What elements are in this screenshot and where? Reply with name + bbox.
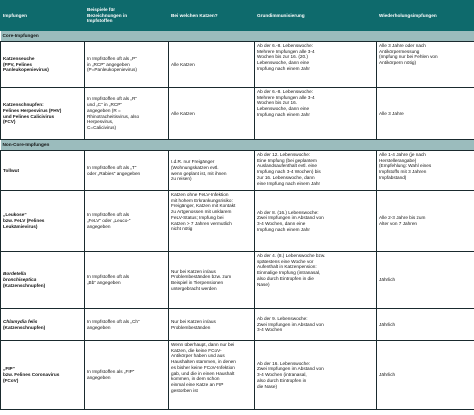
table-row [1, 42, 474, 88]
table-row [1, 88, 474, 140]
table-row [1, 191, 474, 252]
vaccine-which-cats: Nur bei Katzen in/aus Problembeständen [169, 309, 255, 341]
header-row [1, 1, 474, 31]
vaccine-which-cats: Alle Katzen [169, 42, 255, 88]
vaccine-basic-immunization: Ab der 6.-8. Lebenswoche: Mehrere Impfungen alle 3-4 Wochen bis zur 16. (20.) Lebenswoche, dann eine Impfung nach einem Jahr [255, 42, 377, 88]
vaccine-name: Chlamydia felis (Katzenschnupfen) [1, 309, 85, 341]
header-vaccinations: Impfungen [1, 1, 85, 31]
vaccine-examples: In Impfstoffen oft als „Bb“ angegeben [85, 252, 169, 309]
vaccine-which-cats: Alle Katzen [169, 88, 255, 140]
vaccine-examples: In Impfstoffen oft als „T“ oder „Rabies“ angegeben [85, 151, 169, 191]
vaccine-name: Tollwut [1, 151, 85, 191]
section-core-row [1, 31, 474, 42]
vaccine-examples: In Impfstoffen oft als „Ch“ angegeben [85, 309, 169, 341]
vaccine-examples: In Impfstoffen oft als „FeLV“ oder „Leuco-“ angegeben [85, 191, 169, 252]
vaccine-booster: Alle 3 Jahre oder nach Antikörpermessung (Impfung nur bei Fehlen von Antikörpern nötig) [377, 42, 474, 88]
vaccine-booster: Jährlich [377, 309, 474, 341]
table-row [1, 252, 474, 309]
vaccine-name: Katzenseuche (FPV, Felines Panleukopenievirus) [1, 42, 85, 88]
header-basic-immunization: Grundimmunisierung [255, 1, 377, 31]
section-noncore-row [1, 140, 474, 151]
vaccine-basic-immunization: Ab der 12. Lebenswoche: Eine Impfung (bei geplantem Auslandsaufenthalt evtl. eine Impfung nach 3-4 Wochen) bis zur 16. Lebenswoche, dann eine Impfung nach einem Jahr [255, 151, 377, 191]
vaccine-booster: Jährlich [377, 252, 474, 309]
vaccine-basic-immunization: Ab der 4. (8.) Lebenswoche bzw. spätestens eine Woche vor Aufenthalt in Katzenpension: Einmalige Impfung (intranasal, also durch Eintropfen in die Nase) [255, 252, 377, 309]
vaccine-basic-immunization: Ab der 9. Lebenswoche: Zwei Impfungen im Abstand von 3-4 Wochen [255, 309, 377, 341]
vaccine-which-cats: Katzen ohne FeLV-Infektion mit hohem Erkrankungsrisiko: Freigänger, Katzen mit Kontakt zu Artgenossen mit unklarem FeLV-Status; Impfung bei Katzen > 7 Jahren vermutlich nicht nötig [169, 191, 255, 252]
vaccine-basic-immunization: Ab der 8. (16.) Lebenswoche: Zwei Impfungen im Abstand von 3-4 Wochen, dann eine Impfung nach einem Jahr [255, 191, 377, 252]
vaccine-name: Katzenschnupfen: Felines Herpesvirus (FHV) und Felines Calicivirus (FCV) [1, 88, 85, 140]
vaccine-which-cats: Wenn überhaupt, dann nur bei Katzen, die keine FCoV- Antikörper haben und aus Haushalten stammen, in denen es bisher keine FCoV-Infektion gab, und die in einen Haushalt kommen, in dem schon einmal eine Katze an FIP gestorben ist [169, 341, 255, 410]
vaccine-name: „Leukose“ bzw. FeLV (Felines Leukämievirus) [1, 191, 85, 252]
table-row [1, 341, 474, 410]
vaccine-name: „FIP“ bzw. Felines Coronavirus (FCoV) [1, 341, 85, 410]
vaccine-examples: In Impfstoffen oft als „R“ und „C“ in „RCP“ angegeben (R = Rhinotracheitisvirus, also Herpesvirus, C=Calicivirus) [85, 88, 169, 140]
vaccine-which-cats: I.d.R. nur Freigänger (Wohnungskatzen evtl. wenn geplant ist, mit ihnen zu reisen) [169, 151, 255, 191]
vaccine-which-cats: Nur bei Katzen in/aus Problembeständen bzw. zum Beispiel in Tierpensionen untergebracht werden [169, 252, 255, 309]
section-noncore-title: Non-Core-Impfungen [1, 140, 474, 151]
vaccine-basic-immunization: Ab der 16. Lebenswoche: Zwei Impfungen im Abstand von 3-4 Wochen (intranasal, also durch Eintropfen in die Nase) [255, 341, 377, 410]
section-core-title: Core-Impfungen [1, 31, 474, 42]
vaccine-booster: Jährlich [377, 341, 474, 410]
header-examples: Beispiele für Bezeichnungen in Impfstoffen [85, 1, 169, 31]
table-row [1, 151, 474, 191]
vaccine-examples: In Impfstoffen oft als „P“ in „RCP“ angegeben (P=Panleukopenievirus) [85, 42, 169, 88]
header-booster: Wiederholungsimpfungen [377, 1, 474, 31]
vaccine-name: Bordetella bronchiseptica (Katzenschnupfen) [1, 252, 85, 309]
vaccine-booster: Alle 2-3 Jahre bis zum Alter von 7 Jahren [377, 191, 474, 252]
vaccine-booster: Alle 1-4 Jahre (je nach Herstellerangabe) (Empfehlung: Wahl eines Impfstoffs mit 3 Jahren Impfabstand) [377, 151, 474, 191]
header-which-cats: Bei welchen Katzen? [169, 1, 255, 31]
vaccine-booster: Alle 3 Jahre [377, 88, 474, 140]
table-row [1, 309, 474, 341]
vaccine-examples: In Impfstoffen als „FIP“ angegeben [85, 341, 169, 410]
vaccine-basic-immunization: Ab der 6.-8. Lebenswoche: Mehrere Impfungen alle 3-4 Wochen bis zur 16. Lebenswoche, dann eine Impfung nach einem Jahr [255, 88, 377, 140]
